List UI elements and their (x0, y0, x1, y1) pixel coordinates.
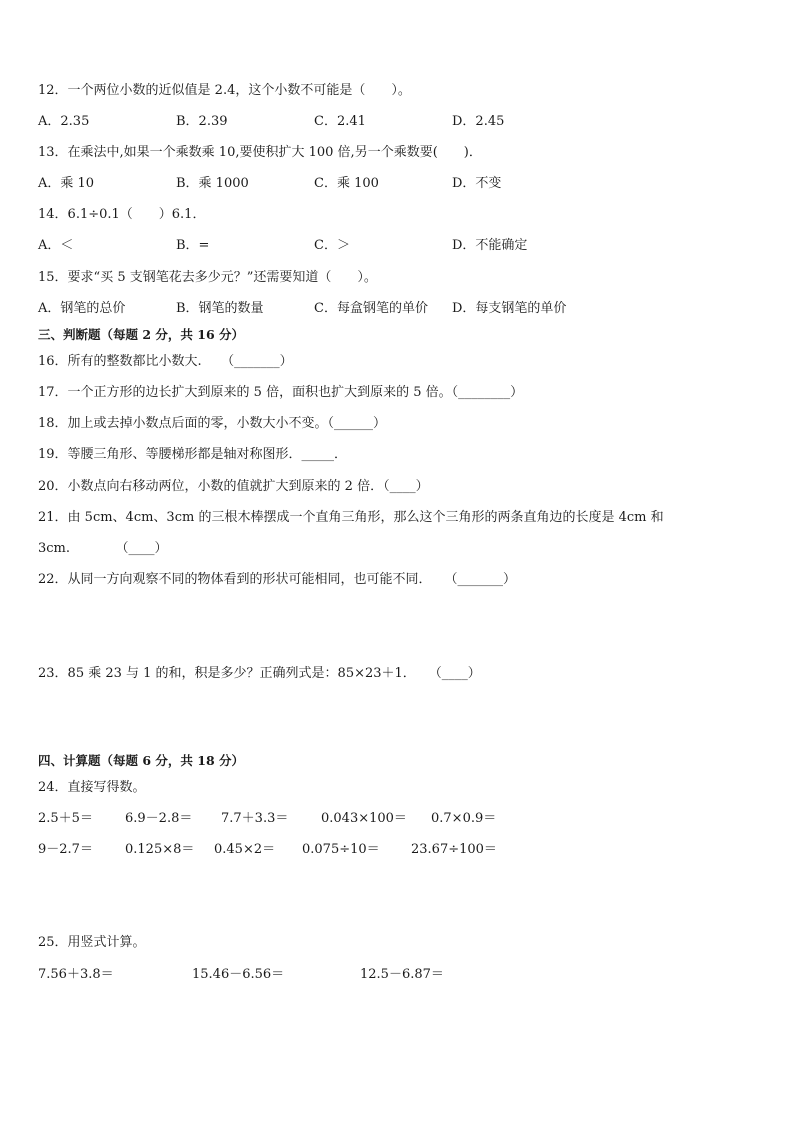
calc-item: 0.075÷10＝ (302, 842, 380, 857)
question-14-stem: 14．6.1÷0.1（ ）6.1． (38, 207, 206, 222)
calc-item: 6.9－2.8＝ (125, 811, 193, 826)
option-c[interactable]: C．每盒钢笔的单价 (314, 301, 428, 316)
question-21-line2: 3cm. （____） (38, 541, 168, 556)
question-21-line1: 21．由 5cm、4cm、3cm 的三根木棒摆成一个直角三角形，那么这个三角形的两条直角边的长度是 4cm 和 (38, 510, 664, 525)
question-12-stem: 12．一个两位小数的近似值是 2.4，这个小数不可能是（ ）。 (38, 83, 411, 98)
option-d[interactable]: D．不变 (452, 176, 502, 191)
question-20: 20．小数点向右移动两位，小数的值就扩大到原来的 2 倍．（____） (38, 479, 429, 494)
option-c[interactable]: C．＞ (314, 238, 350, 253)
calc-item: 0.043×100＝ (321, 811, 407, 826)
question-16: 16．所有的整数都比小数大. （_______） (38, 354, 293, 369)
question-22: 22．从同一方向观察不同的物体看到的形状可能相同，也可能不同． （_______） (38, 572, 517, 587)
option-a[interactable]: A．2.35 (38, 114, 90, 129)
question-18: 18．加上或去掉小数点后面的零，小数大小不变。（______） (38, 416, 387, 431)
question-15-stem: 15．要求“买 5 支钢笔花去多少元？”还需要知道（ ）。 (38, 270, 377, 285)
option-a[interactable]: A．乘 10 (38, 176, 95, 191)
question-24-stem: 24．直接写得数。 (38, 780, 146, 795)
calc-item: 9－2.7＝ (38, 842, 93, 857)
option-b[interactable]: B．钢笔的数量 (176, 301, 264, 316)
option-c[interactable]: C．乘 100 (314, 176, 379, 191)
option-c[interactable]: C．2.41 (314, 114, 366, 129)
option-d[interactable]: D．每支钢笔的单价 (452, 301, 567, 316)
question-25-stem: 25．用竖式计算。 (38, 935, 146, 950)
question-13-stem: 13．在乘法中,如果一个乘数乘 10,要使积扩大 100 倍,另一个乘数要( )． (38, 145, 482, 160)
section-heading-calculation: 四、计算题（每题 6 分，共 18 分） (38, 753, 245, 768)
question-17: 17．一个正方形的边长扩大到原来的 5 倍，面积也扩大到原来的 5 倍。（________） (38, 385, 524, 400)
calc-item: 23.67÷100＝ (411, 842, 497, 857)
option-a[interactable]: A．＜ (38, 238, 74, 253)
calc-item: 7.7＋3.3＝ (221, 811, 289, 826)
calc-item: 7.56＋3.8＝ (38, 967, 114, 982)
calc-item: 2.5＋5＝ (38, 811, 93, 826)
calc-item: 0.125×8＝ (125, 842, 195, 857)
option-d[interactable]: D．2.45 (452, 114, 505, 129)
calc-item: 0.45×2＝ (214, 842, 276, 857)
option-d[interactable]: D．不能确定 (452, 238, 528, 253)
option-b[interactable]: B．乘 1000 (176, 176, 249, 191)
calc-item: 0.7×0.9＝ (431, 811, 497, 826)
calc-item: 15.46－6.56＝ (192, 967, 285, 982)
option-b[interactable]: B．2.39 (176, 114, 228, 129)
question-19: 19．等腰三角形、等腰梯形都是轴对称图形．_____． (38, 447, 348, 462)
option-a[interactable]: A．钢笔的总价 (38, 301, 126, 316)
calc-item: 12.5－6.87＝ (360, 967, 444, 982)
question-23: 23．85 乘 23 与 1 的和，积是多少？正确列式是：85×23＋1． （____） (38, 666, 481, 681)
section-heading-judgement: 三、判断题（每题 2 分，共 16 分） (38, 327, 245, 342)
option-b[interactable]: B．= (176, 238, 210, 253)
